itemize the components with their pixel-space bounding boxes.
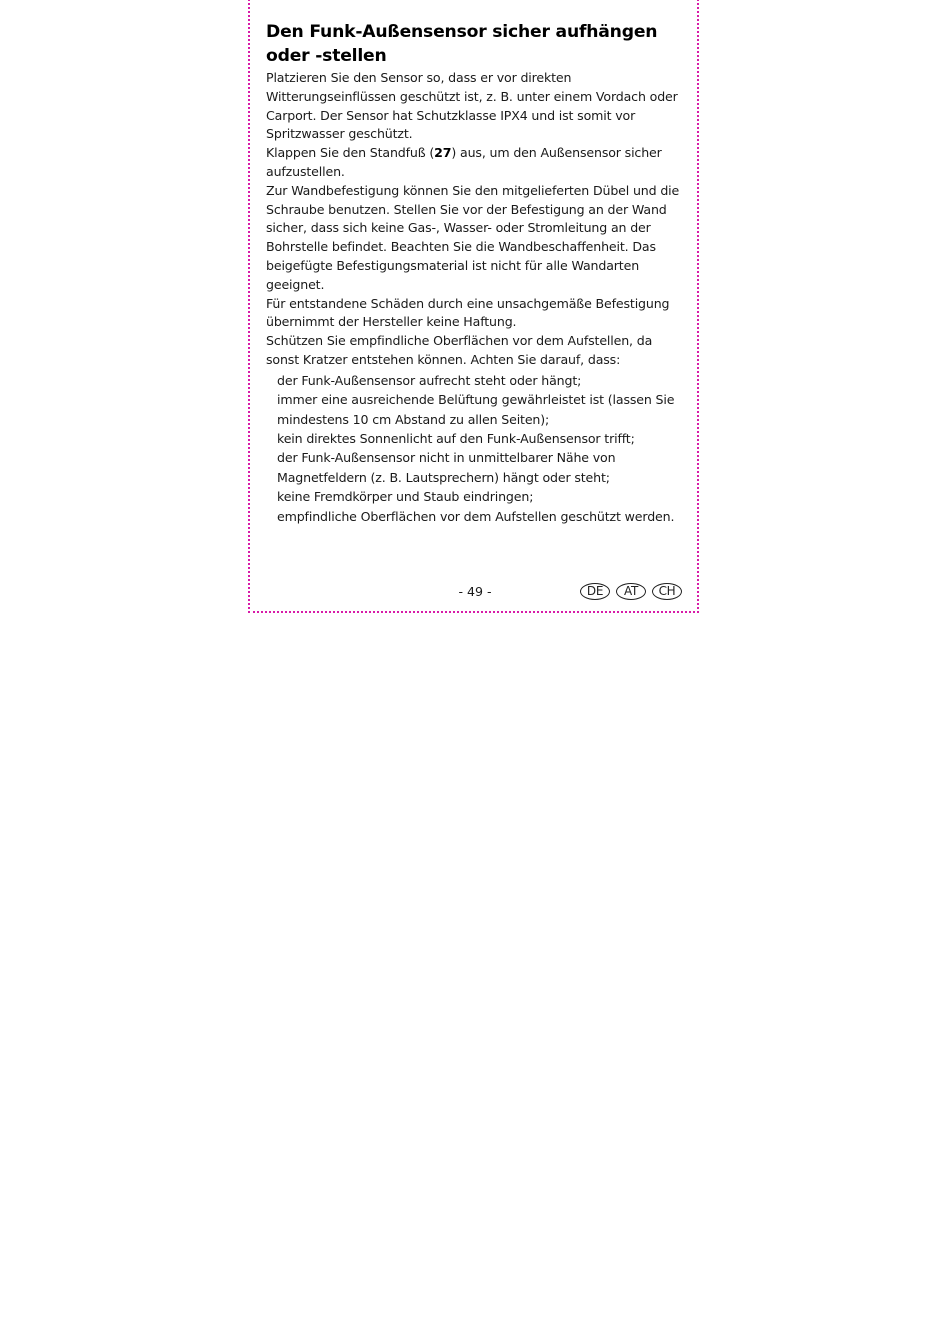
- paragraph-liability: Für entstandene Schäden durch eine unsachgemäße Befestigung übernimmt der Hersteller keine Haftung.: [266, 295, 670, 330]
- list-item: immer eine ausreichende Belüftung gewährleistet ist (lassen Sie mindestens 10 cm Abstand zu allen Seiten);: [277, 392, 675, 427]
- part-reference-number: 27: [434, 145, 452, 161]
- list-item: empfindliche Oberflächen vor dem Aufstellen geschützt werden.: [277, 508, 675, 524]
- requirements-list: [266, 371, 686, 526]
- list-item: keine Fremdkörper und Staub eindringen;: [277, 489, 534, 505]
- country-badge-de: DE: [580, 583, 610, 600]
- list-item: der Funk-Außensensor aufrecht steht oder hängt;: [277, 372, 582, 388]
- country-badge-ch: CH: [652, 583, 682, 600]
- paragraph-stand-text-after: ) aus, um den Außensensor sicher aufzustellen.: [266, 145, 662, 179]
- paragraph-stand-text-before: Klappen Sie den Standfuß (: [266, 145, 435, 161]
- page-number: - 49 -: [458, 584, 492, 599]
- section-title: Den Funk-Außensensor sicher aufhängen oder -stellen: [266, 22, 658, 66]
- list-item: kein direktes Sonnenlicht auf den Funk-Außensensor trifft;: [277, 430, 635, 446]
- paragraph-surfaces: Schützen Sie empfindliche Oberflächen vor dem Aufstellen, da sonst Kratzer entstehen können. Achten Sie darauf, dass:: [266, 333, 653, 367]
- paragraph-wall-mounting: Zur Wandbefestigung können Sie den mitgelieferten Dübel und die Schraube benutzen. Stellen Sie vor der Befestigung an der Wand sicher, dass sich keine Gas-, Wasser- oder Stromleitung an der Bohrstelle befindet. Beachten Sie die Wandbeschaffenheit. Das beigefügte Befestigungsmaterial ist nicht für alle Wandarten geeignet.: [266, 182, 680, 292]
- country-badges: [580, 583, 682, 600]
- paragraph-placement: Platzieren Sie den Sensor so, dass er vor direkten Witterungseinflüssen geschützt ist, z. B. unter einem Vordach oder Carport. Der Sensor hat Schutzklasse IPX4 und ist somit vor Spritzwasser geschützt.: [266, 70, 678, 142]
- page-content: [266, 20, 686, 526]
- list-item: der Funk-Außensensor nicht in unmittelbarer Nähe von Magnetfeldern (z. B. Lautsprechern) hängt oder steht;: [277, 450, 616, 485]
- country-badge-at: AT: [616, 583, 646, 600]
- paragraph-stand: [266, 144, 686, 182]
